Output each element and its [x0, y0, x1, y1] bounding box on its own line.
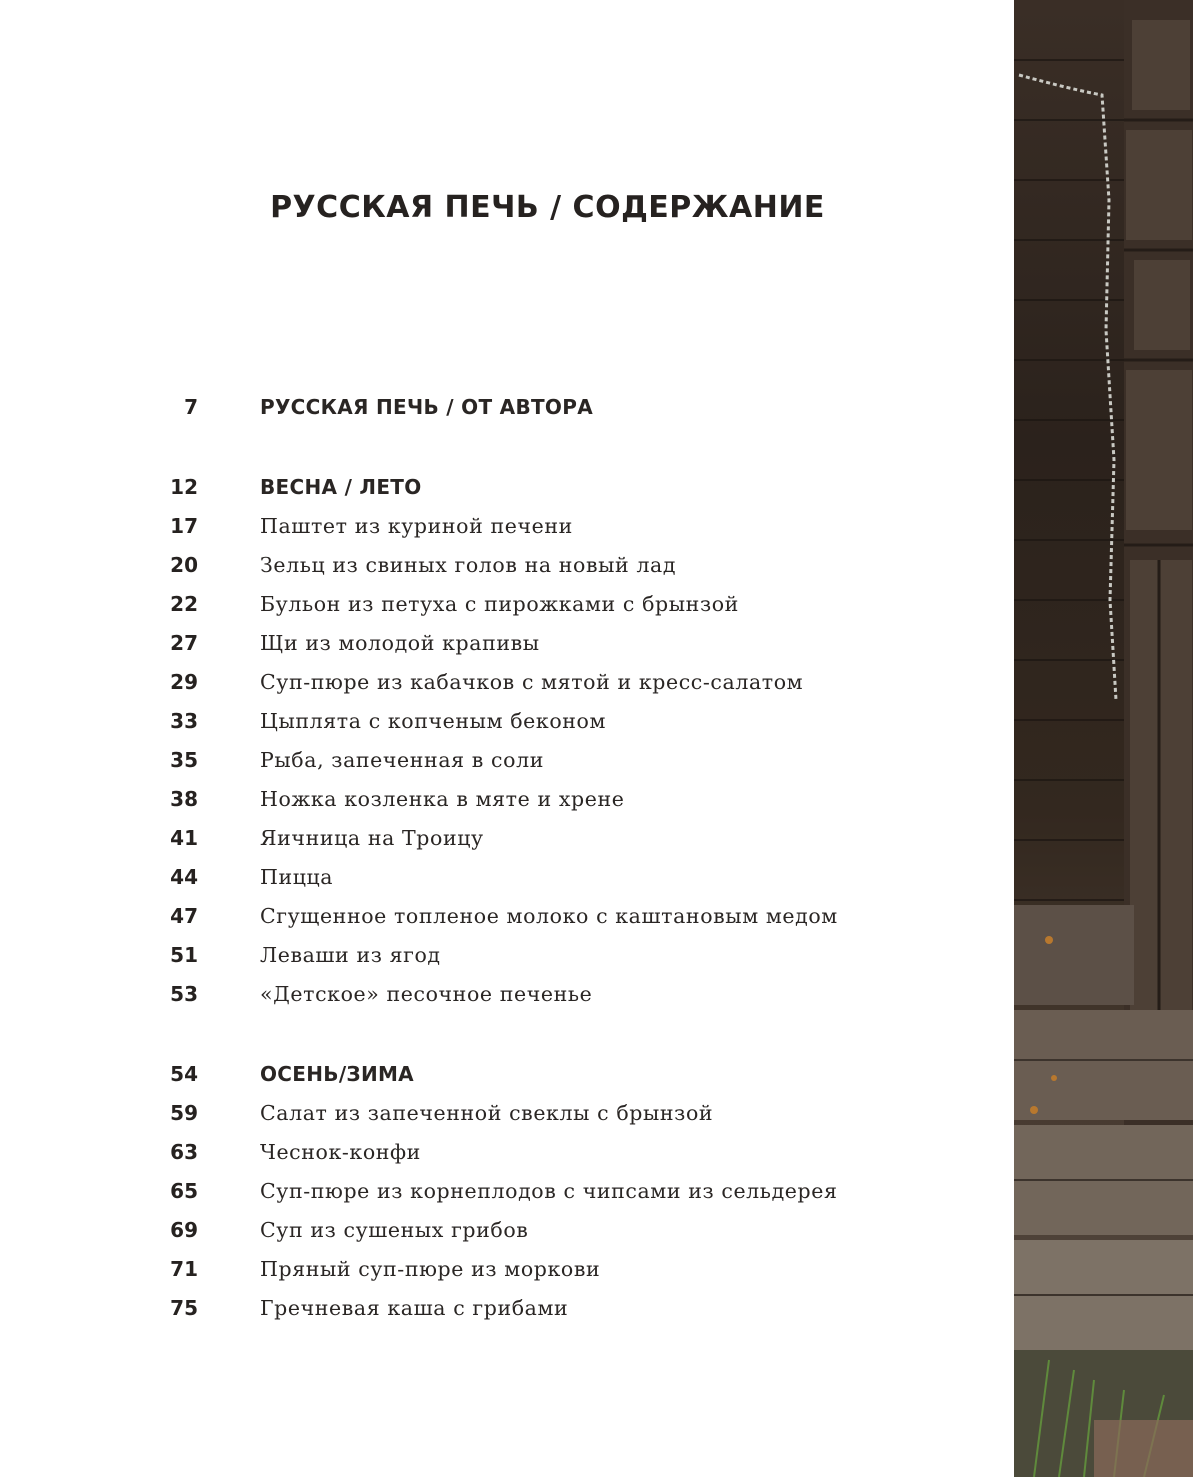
toc-entry[interactable]	[0, 940, 1000, 970]
page-number: 59	[170, 1101, 198, 1125]
entry-title: Чеснок-конфи	[260, 1140, 421, 1164]
entry-title: Яичница на Троицу	[260, 826, 484, 850]
entry-title: Бульон из петуха с пирожками с брынзой	[260, 592, 739, 616]
toc-entry[interactable]	[0, 667, 1000, 697]
entry-title: РУССКАЯ ПЕЧЬ / ОТ АВТОРА	[260, 395, 593, 419]
wooden-porch-illustration	[1014, 0, 1193, 1477]
page-number: 35	[170, 748, 198, 772]
entry-title: Зельц из свиных голов на новый лад	[260, 553, 677, 577]
page-title: РУССКАЯ ПЕЧЬ / СОДЕРЖАНИЕ	[270, 190, 825, 225]
toc-entry[interactable]	[0, 1254, 1000, 1284]
page-number: 65	[170, 1179, 198, 1203]
page-number: 47	[170, 904, 198, 928]
page-number: 20	[170, 553, 198, 577]
page-number: 71	[170, 1257, 198, 1281]
page-number: 22	[170, 592, 198, 616]
page-number: 12	[170, 475, 198, 499]
toc-entry[interactable]	[0, 472, 1000, 502]
page-number: 75	[170, 1296, 198, 1320]
toc-entry[interactable]	[0, 511, 1000, 541]
page-number: 51	[170, 943, 198, 967]
toc-entry[interactable]	[0, 901, 1000, 931]
entry-title: Гречневая каша с грибами	[260, 1296, 569, 1320]
entry-title: «Детское» песочное печенье	[260, 982, 593, 1006]
toc-entry[interactable]	[0, 1098, 1000, 1128]
toc-entry[interactable]	[0, 1137, 1000, 1167]
page-number: 54	[170, 1062, 198, 1086]
entry-title: Ножка козленка в мяте и хрене	[260, 787, 625, 811]
entry-title: Сгущенное топленое молоко с каштановым медом	[260, 904, 838, 928]
page-number: 29	[170, 670, 198, 694]
entry-title: Суп-пюре из кабачков с мятой и кресс-салатом	[260, 670, 804, 694]
page-number: 33	[170, 709, 198, 733]
entry-title: Рыба, запеченная в соли	[260, 748, 544, 772]
page-number: 17	[170, 514, 198, 538]
entry-title: Пряный суп-пюре из моркови	[260, 1257, 601, 1281]
page-number: 27	[170, 631, 198, 655]
entry-title: Цыплята с копченым беконом	[260, 709, 607, 733]
toc-entry[interactable]	[0, 589, 1000, 619]
entry-title: Пицца	[260, 865, 334, 889]
toc-entry[interactable]	[0, 979, 1000, 1009]
toc-entry[interactable]	[0, 862, 1000, 892]
toc-entry[interactable]	[0, 1176, 1000, 1206]
entry-title: Суп-пюре из корнеплодов с чипсами из сельдерея	[260, 1179, 838, 1203]
entry-title: Паштет из куриной печени	[260, 514, 573, 538]
entry-title: Леваши из ягод	[260, 943, 441, 967]
toc-entry[interactable]	[0, 628, 1000, 658]
toc-entry[interactable]	[0, 745, 1000, 775]
entry-title: Салат из запеченной свеклы с брынзой	[260, 1101, 714, 1125]
page-number: 44	[170, 865, 198, 889]
toc-entry[interactable]	[0, 1293, 1000, 1323]
page-number: 41	[170, 826, 198, 850]
toc-entry[interactable]	[0, 823, 1000, 853]
page-number: 53	[170, 982, 198, 1006]
toc-entry[interactable]	[0, 1215, 1000, 1245]
toc-entry[interactable]	[0, 550, 1000, 580]
entry-title: ОСЕНЬ/ЗИМА	[260, 1062, 414, 1086]
wooden-porch-photo	[1014, 0, 1193, 1477]
entry-title: Щи из молодой крапивы	[260, 631, 540, 655]
toc-entry[interactable]	[0, 706, 1000, 736]
toc-entry[interactable]	[0, 1059, 1000, 1089]
page-number: 69	[170, 1218, 198, 1242]
toc-entry[interactable]	[0, 784, 1000, 814]
page-number: 7	[184, 395, 198, 419]
toc-entry[interactable]	[0, 392, 1000, 422]
page-number: 63	[170, 1140, 198, 1164]
entry-title: ВЕСНА / ЛЕТО	[260, 475, 422, 499]
page-number: 38	[170, 787, 198, 811]
entry-title: Суп из сушеных грибов	[260, 1218, 529, 1242]
